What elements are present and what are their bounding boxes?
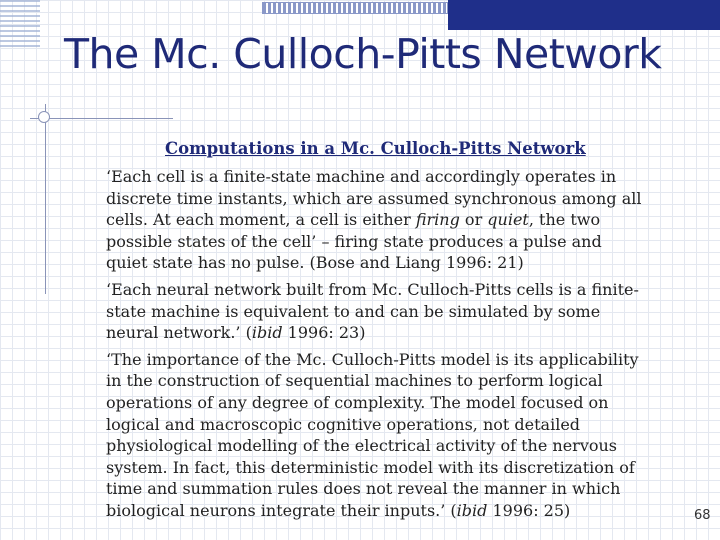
quote-text: ‘Each cell is a finite-state machine and accordingly operates in discrete time instants, which are assumed synchronous among all cells. At each moment, a cell is either — [106, 167, 642, 230]
quote-emphasis: ibid — [456, 500, 488, 520]
divider-line — [30, 118, 173, 119]
quote-emphasis: quiet — [487, 210, 529, 230]
quote-emphasis: firing — [415, 210, 460, 230]
quote-text: 1996: 23) — [282, 323, 366, 343]
quote-text: 1996: 25) — [487, 500, 571, 520]
quote-paragraph — [106, 279, 646, 344]
header-bar — [448, 0, 720, 30]
quote-text: ‘Each neural network built from Mc. Culloch-Pitts cells is a finite-state machine is equivalent to and can be simulated by some neural network.’ ( — [106, 279, 639, 343]
quote-emphasis: ibid — [251, 323, 283, 343]
circle-marker-icon — [38, 111, 50, 123]
quote-block — [106, 166, 646, 527]
vertical-divider-line — [45, 104, 46, 294]
slide-subtitle: Computations in a Mc. Culloch-Pitts Network — [165, 139, 586, 158]
quote-paragraph — [106, 166, 646, 274]
quote-text: ‘The importance of the Mc. Culloch-Pitts model is its applicability in the construction of sequential machines to perform logical operations of any degree of complexity. The model focused on logical and macroscopic cognitive operations, not detailed physiological modelling of the electrical activity of the nervous system. In fact, this deterministic model with its discretization of time and summation rules does not reveal the manner in which biological neurons integrate their inputs.’ ( — [106, 349, 639, 520]
slide-title: The Mc. Culloch-Pitts Network — [64, 30, 662, 78]
quote-paragraph — [106, 349, 646, 522]
corner-decoration — [0, 0, 40, 50]
page-number: 68 — [694, 508, 711, 523]
quote-text: , the two possible states of the cell’ – firing state produces a pulse and quiet state has no pulse. (Bose and Liang 1996: 21) — [106, 210, 602, 273]
quote-text: or — [459, 210, 488, 230]
header-strip-decoration — [262, 2, 448, 14]
